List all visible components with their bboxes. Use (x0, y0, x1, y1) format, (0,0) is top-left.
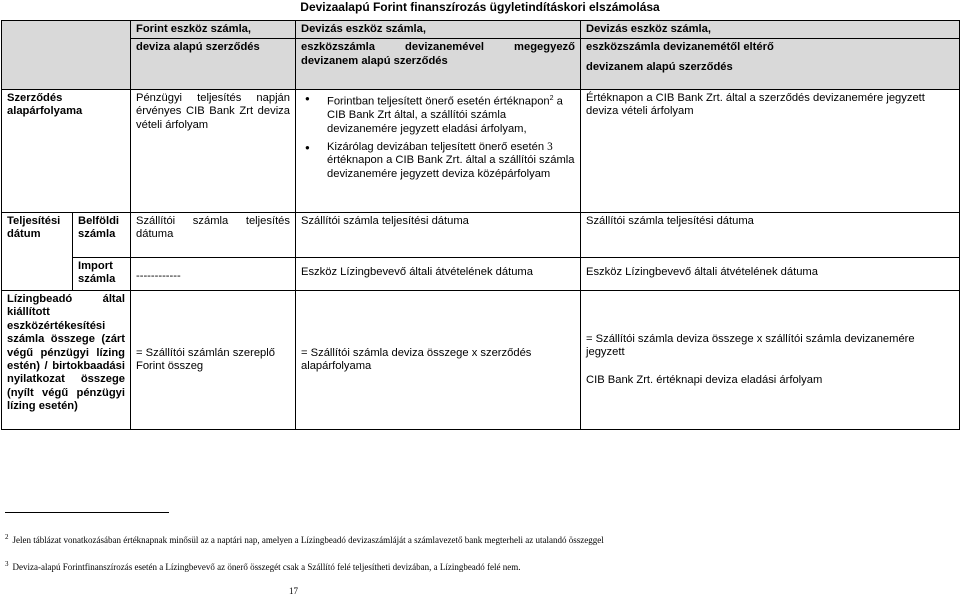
settlement-table (1, 20, 960, 430)
header-col2-line1: Devizás eszköz számla, (296, 21, 581, 39)
cell-import-col2: Eszköz Lízingbevevő általi átvételének dátuma (296, 258, 581, 291)
cell-value-col3-line1: = Szállítói számla deviza összege x szállítói számla devizanemére jegyzett (586, 332, 915, 359)
header-col3-line2 (581, 39, 960, 90)
table-row-invoice-value (2, 291, 960, 430)
header-col1-line2: deviza alapú szerződés (131, 39, 296, 90)
table-row-domestic-invoice (2, 213, 960, 258)
cell-value-col1: = Szállítói számlán szereplő Forint összeg (131, 291, 296, 430)
table-row-import-invoice (2, 258, 960, 291)
cell-domestic-col2: Szállítói számla teljesítési dátuma (296, 213, 581, 258)
list-item: ● Kizárólag devizában teljesített önerő esetén 3 értéknapon a CIB Bank Zrt. által a szállítói számla devizanemére jegyzett deviza középárfolyam (327, 141, 575, 181)
cell-import-col3: Eszköz Lízingbevevő általi átvételének dátuma (581, 258, 960, 291)
cell-value-col3-line2: CIB Bank Zrt. értéknapi deviza eladási árfolyam (586, 373, 823, 386)
sub-label-domestic-invoice: Belföldi számla (73, 213, 131, 258)
sub-label-import-invoice: Import számla (73, 258, 131, 291)
header-col1-line1: Forint eszköz számla, (131, 21, 296, 39)
row-label-invoice-value: Lízingbeadó által kiállított eszközértékesítési számla összege (zárt végű pénzügyi lízing estén) / birtokbaadási nyilatkozat összege (nyílt végű pénzügyi lízing esetén) (2, 291, 131, 430)
cell-rate-col3: Értéknapon a CIB Bank Zrt. által a szerződés devizanemére jegyzett deviza vételi árfolyam (581, 90, 960, 213)
header-col2-line2: eszközszámla devizanemével megegyező devizanem alapú szerződés (296, 39, 581, 90)
header-col3-line1: Devizás eszköz számla, (581, 21, 960, 39)
page-title: Devizaalapú Forint finanszírozás ügyletindításkori elszámolása (300, 0, 660, 14)
footnote-3: $^3$ Deviza-alapú Forintfinanszírozás esetén a Lízingbevevő az önerő összegét csak a Szállító felé teljesítheti devizában, a Lízingbeadó felé nem. (5, 560, 521, 572)
table-header-row-2 (2, 39, 960, 90)
header-col3-line3-text: devizanem alapú szerződés (586, 60, 733, 73)
list-item: ● Forintban teljesített önerő esetén értéknapon$^2$ a CIB Bank Zrt által, a szállítói számla devizanemére jegyzett eladási árfolyam, (327, 92, 575, 136)
table-row-contract-rate (2, 90, 960, 213)
cell-value-col3 (581, 291, 960, 430)
cell-rate-col1: Pénzügyi teljesítés napján érvényes CIB Bank Zrt deviza vételi árfolyam (131, 90, 296, 213)
header-col3-line2-text: eszközszámla devizanemétől eltérő (586, 41, 774, 54)
footnote-ref-3: 3 (547, 140, 553, 153)
row-label-contract-rate: Szerződés alapárfolyama (2, 90, 131, 213)
table-header-row (2, 21, 960, 39)
row-label-performance-date: Teljesítési dátum (2, 213, 73, 291)
cell-import-col1: ------------ (131, 258, 296, 291)
footnote-ref-2: 2 (549, 95, 554, 102)
page-number: 17 (289, 586, 298, 596)
footnote-separator (5, 512, 169, 513)
cell-value-col2: = Szállítói számla deviza összege x szerződés alapárfolyama (296, 291, 581, 430)
cell-rate-col2 (296, 90, 581, 213)
footnote-2: $^2$ Jelen táblázat vonatkozásában értéknapnak minősül az a naptári nap, amelyen a Lízingbeadó devizaszámláját a számlavezető bank megterheli az utalandó összeggel (5, 533, 604, 545)
cell-domestic-col3: Szállítói számla teljesítési dátuma (581, 213, 960, 258)
cell-domestic-col1: Szállítói számla teljesítés dátuma (131, 213, 296, 258)
header-corner-cell (2, 21, 131, 90)
